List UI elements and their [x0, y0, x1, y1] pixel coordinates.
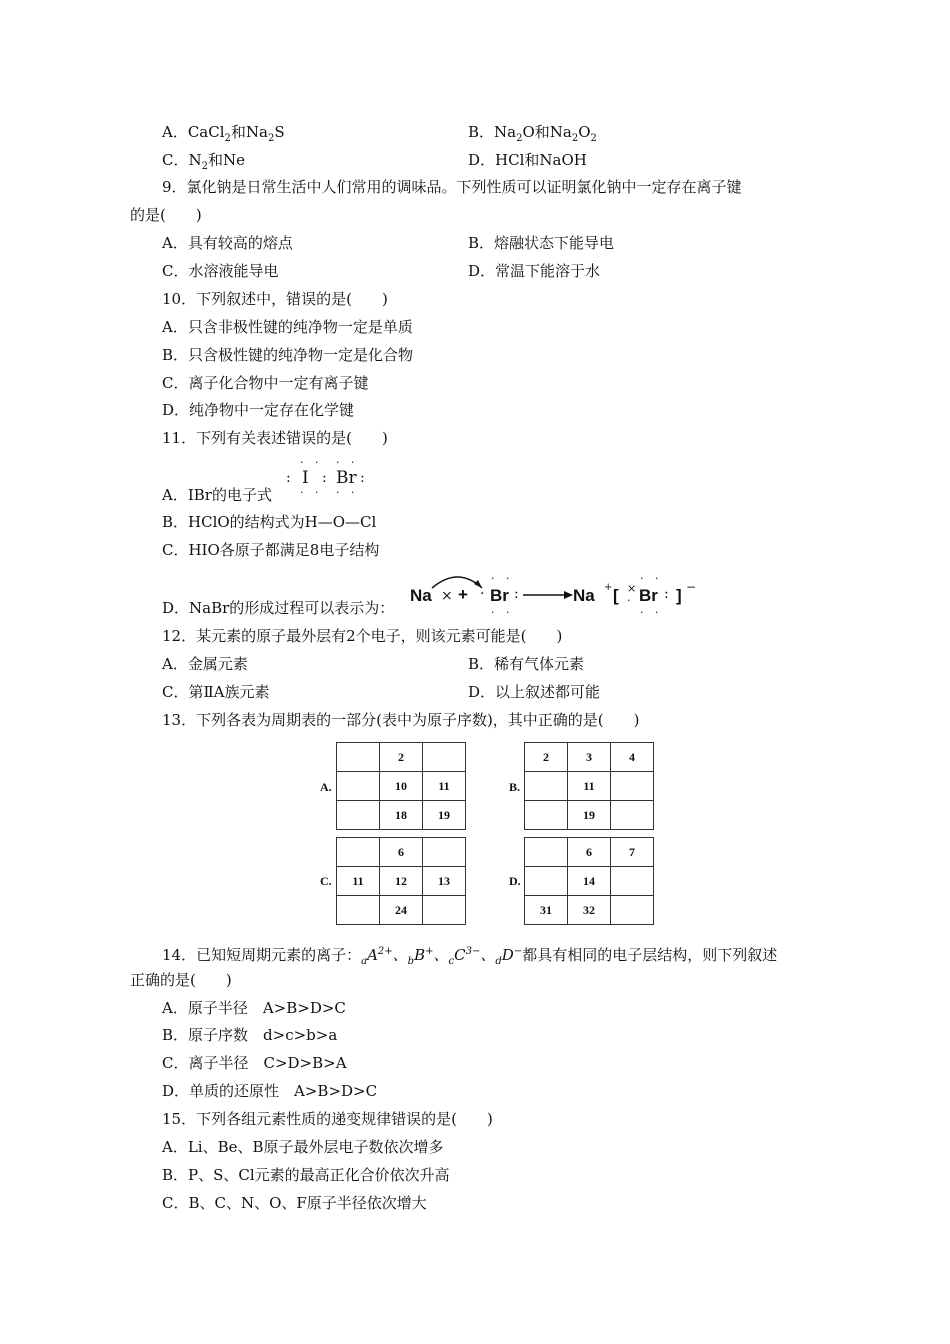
q11-option-a: A．IBr的电子式 [162, 486, 272, 504]
nabr-formation-diagram: Na × + · · · Br · · : Na + [ × · · · Br · · : ] − [408, 568, 708, 616]
ibr-br-symbol: Br [336, 468, 357, 488]
q9-stem: 9．氯化钠是日常生活中人们常用的调味品。下列性质可以证明氯化钠中一定存在离子键 [162, 178, 742, 196]
table-a-label: A. [320, 780, 332, 794]
q15-stem: 15．下列各组元素性质的递变规律错误的是( ) [162, 1110, 493, 1128]
q12-option-d: D．以上叙述都可能 [468, 683, 601, 701]
br-atom-symbol: Br [490, 586, 509, 605]
q12-stem: 12．某元素的原子最外层有2个电子，则该元素可能是( ) [162, 627, 563, 645]
q14-option-a: A．原子半径 A>B>D>C [162, 999, 346, 1017]
br-ion-symbol: Br [639, 586, 658, 605]
q10-option-c: C．离子化合物中一定有离子键 [162, 374, 369, 392]
q13-stem: 13．下列各表为周期表的一部分(表中为原子序数)，其中正确的是( ) [162, 711, 640, 729]
q11-option-c: C．HIO各原子都满足8电子结构 [162, 541, 380, 559]
table-c-label: C. [320, 874, 332, 888]
q10-stem: 10．下列叙述中，错误的是( ) [162, 290, 388, 308]
q15-option-b: B．P、S、Cl元素的最高正化合价依次升高 [162, 1166, 450, 1184]
ibr-i-symbol: I [302, 468, 309, 488]
q14-option-b: B．原子序数 d>c>b>a [162, 1026, 338, 1044]
periodic-table-a: 2 10 11 18 19 [336, 742, 466, 830]
periodic-table-b: 2 3 4 11 19 [524, 742, 654, 830]
q11-option-d: D．NaBr的形成过程可以表示为： [162, 599, 395, 617]
q8-option-c: C．$N_2$和Ne [162, 151, 245, 172]
plus-sign: + [458, 585, 468, 604]
na-symbol: Na [410, 586, 432, 605]
q10-option-d: D．纯净物中一定存在化学键 [162, 401, 355, 419]
ibr-electron-formula: · · · · : I : Br : · · · · [286, 456, 365, 499]
q8-option-a: A．CaCl$_2$和$Na_2S$ [162, 123, 285, 144]
q14-option-c: C．离子半径 C>D>B>A [162, 1054, 347, 1072]
q9-option-a: A．具有较高的熔点 [162, 234, 293, 252]
q9-option-c: C．水溶液能导电 [162, 262, 279, 280]
na-ion-symbol: Na [573, 586, 595, 605]
q8-option-b: B．$Na_2O$和$Na_2O_2$ [468, 123, 597, 144]
q9-option-d: D．常温下能溶于水 [468, 262, 601, 280]
q14-stem-cont: 正确的是( ) [130, 971, 232, 989]
q15-option-c: C．B、C、N、O、F原子半径依次增大 [162, 1194, 427, 1212]
q12-option-b: B．稀有气体元素 [468, 655, 585, 673]
q12-option-c: C．第ⅡA族元素 [162, 683, 270, 701]
q14-option-d: D．单质的还原性 A>B>D>C [162, 1082, 378, 1100]
q11-stem: 11．下列有关表述错误的是( ) [162, 429, 388, 447]
periodic-table-d: 6 7 14 31 32 [524, 837, 654, 925]
q8-option-d: D．HCl和NaOH [468, 151, 587, 169]
table-b-label: B. [509, 780, 521, 794]
periodic-table-c: 6 11 12 13 24 [336, 837, 466, 925]
q15-option-a: A．Li、Be、B原子最外层电子数依次增多 [162, 1138, 444, 1156]
q9-stem-cont: 的是( ) [130, 206, 202, 224]
q12-option-a: A．金属元素 [162, 655, 248, 673]
electron-transfer-arrow [408, 568, 708, 616]
q11-option-b: B．HClO的结构式为H—O—Cl [162, 513, 377, 531]
table-d-label: D. [509, 874, 521, 888]
q10-option-a: A．只含非极性键的纯净物一定是单质 [162, 318, 413, 336]
q10-option-b: B．只含极性键的纯净物一定是化合物 [162, 346, 414, 364]
q14-stem: 14．已知短周期元素的离子：$_aA^{2+}$、$_b$B+、$_cC^{3-}$、$_d$D−都具有相同的电子层结构，则下列叙述 [162, 946, 778, 967]
q9-option-b: B．熔融状态下能导电 [468, 234, 615, 252]
